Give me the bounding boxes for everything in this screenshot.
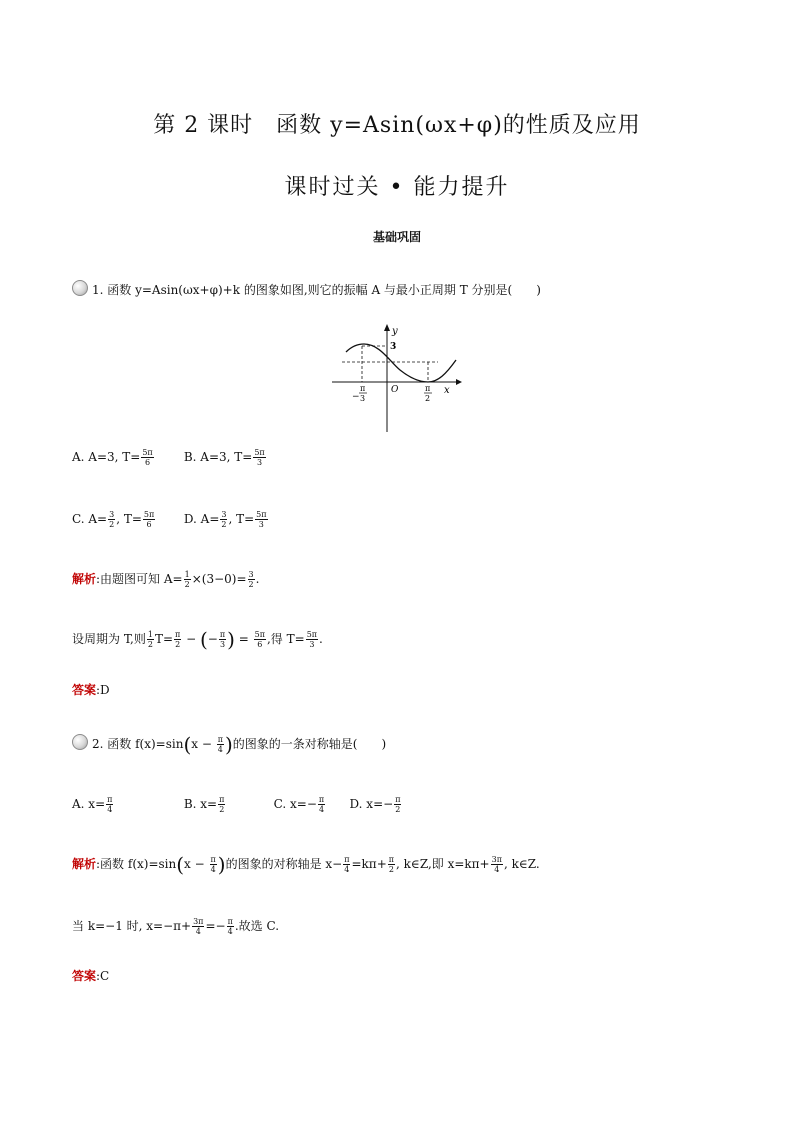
x-axis-label: x (444, 385, 450, 396)
page-title: 第 2 课时 函数 y=Asin(ωx+φ)的性质及应用 (153, 113, 641, 138)
x-tick-left-num: π (360, 384, 366, 393)
solution-label: 解析 (72, 572, 97, 586)
q1-stem-text: 1. 函数 y=Asin(ωx+φ)+k 的图象如图,则它的振幅 A 与最小正周期 T 分别是( ) (92, 283, 541, 297)
q2-option-d[interactable]: D. x=− $\frac{\pi}{2}$ (349, 795, 401, 814)
x-axis-arrow-icon (456, 379, 462, 385)
q2-options (72, 795, 402, 814)
x-tick-left-den: 3 (360, 394, 366, 403)
q1-option-a[interactable]: A. A=3, T= $\frac{5\pi}{6}$ (72, 448, 153, 467)
x-tick-right-den: 2 (425, 394, 431, 403)
y-tick-label: 3 (390, 342, 397, 352)
x-tick-left-sign: − (352, 392, 360, 402)
answer-label: 答案 (72, 683, 97, 697)
q2-answer: 答案:C (72, 969, 110, 983)
q1-option-b[interactable]: B. A=3, T= $\frac{5\pi}{3}$ (183, 448, 265, 467)
q1-stem (72, 280, 541, 298)
q2-stem: 2. 函数 f(x)=sin(x − $\frac{\pi}{4}$ )的图象的一条对称轴是( ) (72, 734, 386, 754)
q1-solution-line1: 解析:由题图可知 A= $\frac{1}{2}$ ×(3−0)= $\frac{3}{2}$ . (72, 570, 260, 589)
x-tick-right-num: π (425, 384, 431, 393)
q1-option-d[interactable]: D. A= $\frac{3}{2}$ , T= $\frac{5\pi}{3}$ (183, 510, 267, 529)
q2-option-c[interactable]: C. x=− $\frac{\pi}{4}$ (273, 795, 325, 814)
q1-solution-line2: 设周期为 T,则 $\frac{1}{2}$ T= $\frac{\pi}{2}$ − (− $\frac{\pi}{3}$ ) = $\frac{5\pi}{6}$ ,得 T= $\frac{5\pi}{3}$ . (72, 627, 323, 652)
y-axis-arrow-icon (384, 324, 390, 331)
q2-option-a[interactable]: A. x= $\frac{\pi}{4}$ (72, 795, 113, 814)
question-bullet-icon (72, 734, 88, 750)
q1-answer: 答案:D (72, 683, 110, 697)
sine-curve (346, 344, 456, 382)
solution-label: 解析 (72, 857, 97, 871)
section-heading: 基础巩固 (372, 230, 421, 244)
q2-option-b[interactable]: B. x= $\frac{\pi}{2}$ (183, 795, 225, 814)
q1-graph (328, 322, 468, 440)
answer-label: 答案 (72, 969, 97, 983)
q1-options-cd (72, 510, 269, 529)
q2-solution-line1: 解析:函数 f(x)=sin(x − $\frac{\pi}{4}$ )的图象的对称轴是 x− $\frac{\pi}{4}$ =kπ+ $\frac{\pi}{2}$ , k∈Z,即 x=kπ+ $\frac{3\pi}{4}$ , k∈Z. (72, 852, 540, 877)
y-axis-label: y (392, 326, 398, 337)
q1-options-ab (72, 448, 267, 467)
q2-solution-line2: 当 k=−1 时, x=−π+ $\frac{3\pi}{4}$ =− $\frac{\pi}{4}$ .故选 C. (72, 917, 280, 936)
question-bullet-icon (72, 280, 88, 296)
page-subtitle: 课时过关 • 能力提升 (284, 175, 510, 200)
q1-option-c[interactable]: C. A= $\frac{3}{2}$ , T= $\frac{5\pi}{6}$ (72, 510, 155, 529)
origin-label: O (391, 385, 399, 395)
